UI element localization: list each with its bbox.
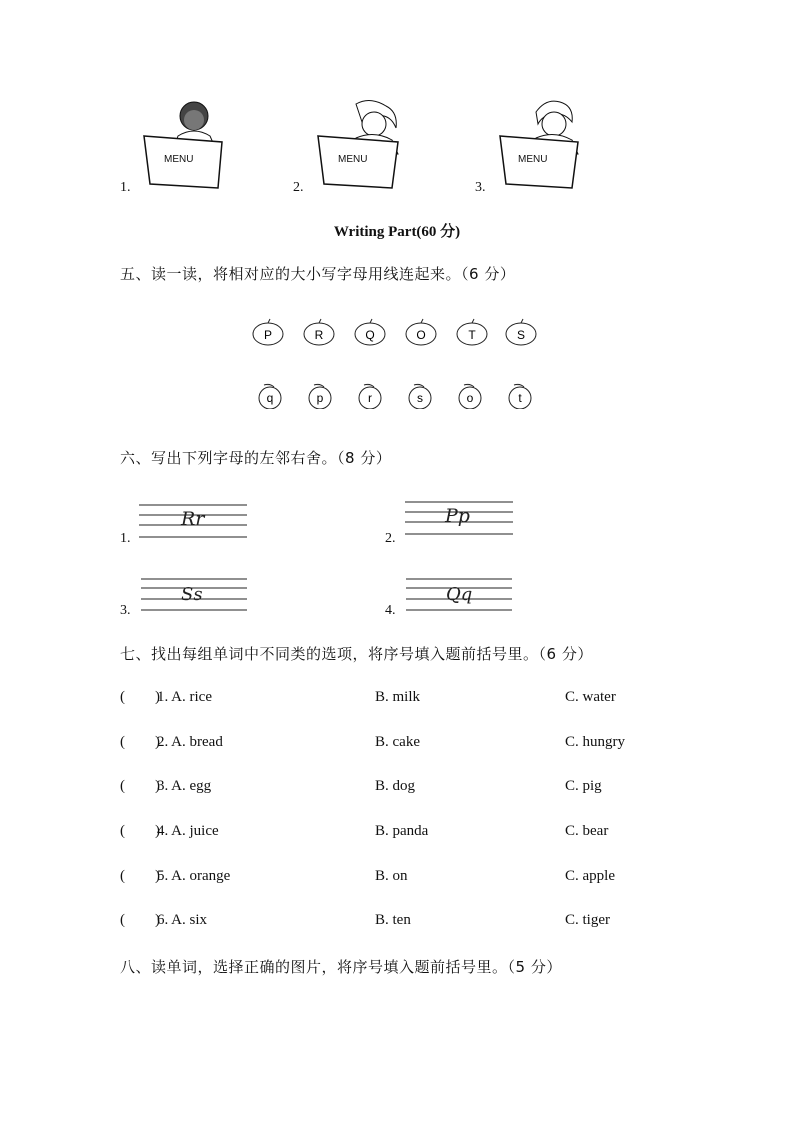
option-a: 4. A. juice — [157, 823, 219, 839]
picture-number-2: 2. — [293, 180, 304, 195]
option-b: B. milk — [375, 689, 421, 705]
svg-text:Q: Q — [365, 328, 375, 342]
q6-number: 4. — [385, 603, 396, 618]
answer-parentheses: ( ) — [120, 823, 160, 839]
menu-sign-text: MENU — [518, 154, 548, 165]
fruit-lower-t — [503, 381, 537, 409]
svg-text:O: O — [416, 328, 426, 342]
option-b: B. on — [375, 868, 408, 884]
svg-text:P: P — [263, 328, 273, 342]
option-a: 2. A. bread — [157, 734, 223, 750]
apple-upper-Q — [353, 318, 387, 346]
option-a: 3. A. egg — [157, 778, 212, 794]
menu-sign-text: MENU — [338, 154, 368, 165]
answer-parentheses: ( ) — [120, 912, 160, 928]
option-c: C. pig — [565, 778, 602, 794]
svg-text:p: p — [316, 391, 324, 405]
option-b: B. ten — [375, 912, 411, 928]
q6-number: 3. — [120, 603, 131, 618]
option-c: C. apple — [565, 868, 615, 884]
svg-text:S: S — [516, 328, 526, 342]
option-b: B. panda — [375, 823, 429, 839]
svg-text:Pp: Pp — [445, 505, 470, 527]
menu-sign-text: MENU — [164, 154, 194, 165]
apple-upper-T — [455, 318, 489, 346]
fruit-lower-p — [303, 381, 337, 409]
svg-text:o: o — [466, 391, 474, 405]
answer-parentheses: ( ) — [120, 868, 160, 884]
q6-number: 2. — [385, 531, 396, 546]
apple-upper-O — [404, 318, 438, 346]
option-a: 6. A. six — [157, 912, 208, 928]
svg-text:T: T — [468, 328, 476, 342]
svg-text:s: s — [417, 391, 423, 405]
fruit-lower-s — [403, 381, 437, 409]
girl-reading-menu-picture — [312, 98, 412, 194]
svg-text:q: q — [266, 391, 274, 405]
four-line-writing-grid — [139, 499, 247, 541]
option-c: C. bear — [565, 823, 609, 839]
svg-text:R: R — [314, 328, 324, 342]
svg-text:Qq: Qq — [446, 584, 473, 605]
answer-parentheses: ( ) — [120, 734, 160, 750]
picture-number-3: 3. — [475, 180, 486, 195]
svg-text:t: t — [518, 391, 522, 405]
option-c: C. hungry — [565, 734, 625, 750]
apple-upper-S — [504, 318, 538, 346]
fruit-lower-o — [453, 381, 487, 409]
option-c: C. water — [565, 689, 616, 705]
svg-text:Ss: Ss — [181, 584, 203, 605]
option-a: 1. A. rice — [157, 689, 212, 705]
woman-reading-menu-picture — [494, 98, 594, 194]
answer-parentheses: ( ) — [120, 689, 160, 705]
writing-part-title: Writing Part(60 分) — [333, 224, 461, 240]
option-b: B. dog — [375, 778, 416, 794]
q6-heading: 六、写出下列字母的左邻右舍。（8 分） — [120, 449, 392, 467]
q8-heading: 八、读单词，选择正确的图片，将序号填入题前括号里。（5 分） — [120, 958, 562, 976]
boy-reading-menu-picture — [138, 96, 238, 194]
apple-upper-P — [251, 318, 285, 346]
q6-number: 1. — [120, 531, 131, 546]
svg-text:Rr: Rr — [181, 508, 205, 530]
picture-number-1: 1. — [120, 180, 131, 195]
option-a: 5. A. orange — [157, 868, 231, 884]
option-c: C. tiger — [565, 912, 610, 928]
svg-text:r: r — [368, 391, 372, 405]
fruit-lower-r — [353, 381, 387, 409]
fruit-lower-q — [253, 381, 287, 409]
q5-heading: 五、读一读，将相对应的大小写字母用线连起来。（6 分） — [120, 265, 516, 283]
four-line-writing-grid — [405, 496, 513, 538]
four-line-writing-grid — [406, 574, 512, 614]
four-line-writing-grid — [141, 574, 247, 614]
q7-heading: 七、找出每组单词中不同类的选项，将序号填入题前括号里。（6 分） — [120, 645, 593, 663]
option-b: B. cake — [375, 734, 420, 750]
apple-upper-R — [302, 318, 336, 346]
answer-parentheses: ( ) — [120, 778, 160, 794]
